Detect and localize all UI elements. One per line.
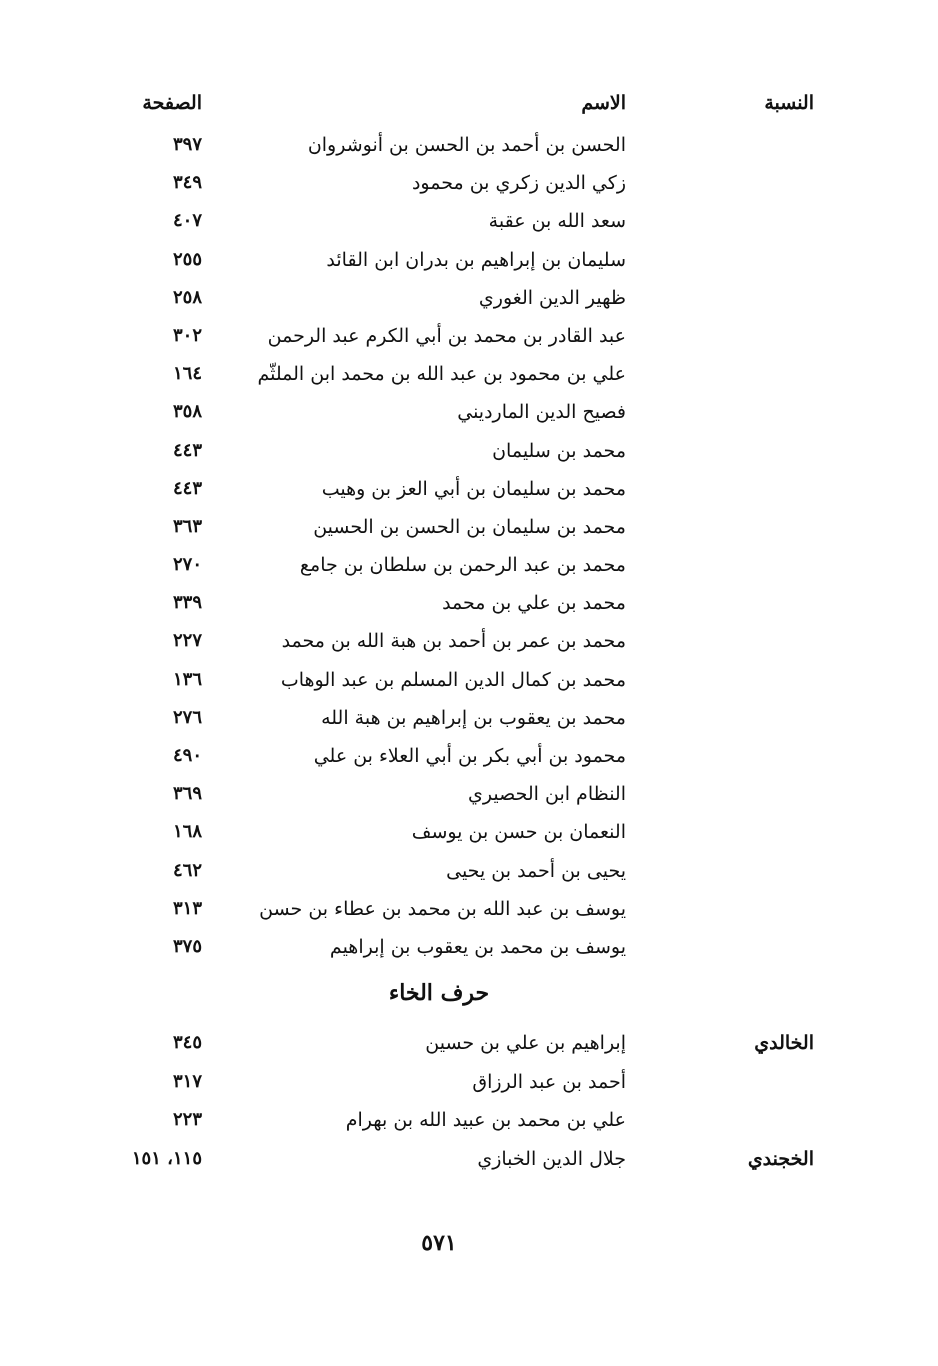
table-row (0, 164, 938, 202)
entry-page: ١١٥، ١٥١ (131, 1147, 202, 1169)
entry-name: محمد بن عمر بن أحمد بن هبة الله بن محمد (281, 630, 626, 653)
entry-page: ٣٦٣ (172, 515, 202, 537)
entry-name: فصيح الدين المارديني (457, 401, 626, 424)
entry-name: أحمد بن عبد الرزاق (472, 1070, 626, 1093)
entry-name: إبراهيم بن علي بن حسين (425, 1032, 626, 1054)
table-row (0, 317, 938, 355)
index-entries (0, 126, 938, 966)
entry-page: ٢٥٨ (172, 286, 202, 308)
table-row (0, 508, 938, 546)
table-row (0, 890, 938, 928)
entry-page: ٣١٧ (172, 1070, 202, 1092)
entry-page: ٣٣٩ (172, 592, 202, 614)
entry-page: ٣٧٥ (172, 935, 202, 957)
entry-name: سليمان بن إبراهيم بن بدران ابن القائد (326, 248, 626, 271)
entry-page: ٤٤٣ (172, 477, 202, 499)
entry-page: ٢٢٧ (172, 630, 202, 652)
entry-name: محمد بن عبد الرحمن بن سلطان بن جامع (299, 554, 626, 577)
table-row (0, 1101, 938, 1140)
entry-name: علي بن محمد بن عبيد الله بن بهرام (345, 1109, 626, 1131)
table-row (0, 852, 938, 890)
table-header (0, 92, 938, 124)
entry-name: محمد بن سليمان (492, 439, 626, 462)
entry-page: ٣٥٨ (172, 401, 202, 423)
table-row (0, 1063, 938, 1102)
entry-name: محمد بن سليمان بن أبي العز بن وهيب (321, 477, 626, 500)
entry-name: محمد بن كمال الدين المسلم بن عبد الوهاب (280, 668, 626, 691)
entry-page: ٢٢٣ (172, 1109, 202, 1130)
table-row (0, 355, 938, 393)
page-number (0, 1230, 938, 1256)
entry-name: محمود بن أبي بكر بن أبي العلاء بن علي (313, 745, 626, 767)
table-row (0, 661, 938, 699)
entry-name: علي بن محمود بن عبد الله بن محمد ابن الملثّم (257, 363, 626, 386)
table-row (0, 928, 938, 966)
header-page: الصفحة (142, 92, 202, 114)
table-row (0, 737, 938, 775)
entry-page: ٣٦٩ (172, 783, 202, 805)
table-row (0, 126, 938, 164)
entry-name: جلال الدين الخبازي (477, 1147, 626, 1170)
entry-page: ٣١٣ (172, 897, 202, 919)
entry-name: سعد الله بن عقبة (488, 210, 626, 233)
page-number-text: ٥٧١ (421, 1230, 457, 1256)
entry-page: ٢٧٦ (172, 706, 202, 728)
table-row (0, 546, 938, 584)
entry-name: محمد بن يعقوب بن إبراهيم بن هبة الله (321, 706, 626, 729)
entry-name: يوسف بن عبد الله بن محمد بن عطاء بن حسن (259, 897, 626, 920)
entry-page: ١٦٤ (172, 363, 202, 385)
header-name: الاسم (581, 92, 626, 114)
entry-page: ١٦٨ (172, 821, 202, 843)
entry-name: ظهير الدين الغوري (478, 286, 626, 309)
entry-page: ٤٤٣ (172, 439, 202, 461)
entry-name: النعمان بن حسن بن يوسف (411, 821, 626, 844)
entry-page: ٤٩٠ (172, 745, 202, 766)
entry-name: عبد القادر بن محمد بن أبي الكرم عبد الرحمن (267, 324, 626, 347)
table-row (0, 1140, 938, 1179)
table-row (0, 584, 938, 622)
table-row (0, 775, 938, 813)
entry-name: يحيى بن أحمد بن يحيى (446, 859, 626, 882)
header-nisba: النسبة (764, 92, 814, 114)
table-row (0, 699, 938, 737)
table-row (0, 432, 938, 470)
table-row (0, 813, 938, 851)
entry-page: ٢٥٥ (172, 248, 202, 270)
entry-page: ٣٩٧ (172, 134, 202, 155)
index-entries-kha (0, 1024, 938, 1178)
section-title (0, 980, 938, 1006)
entry-name: محمد بن علي بن محمد (442, 592, 626, 615)
table-row (0, 622, 938, 660)
entry-page: ٣٠٢ (172, 324, 202, 346)
entry-nisba: الخجندي (747, 1147, 814, 1170)
table-row (0, 202, 938, 240)
section-title-text: حرف الخاء (388, 980, 490, 1006)
entry-page: ٢٧٠ (172, 554, 202, 576)
entry-name: محمد بن سليمان بن الحسن بن الحسين (313, 515, 626, 538)
table-row (0, 1024, 938, 1063)
table-row (0, 241, 938, 279)
entry-page: ٤٠٧ (172, 210, 202, 232)
table-row (0, 470, 938, 508)
entry-name: يوسف بن محمد بن يعقوب بن إبراهيم (329, 935, 626, 958)
entry-name: الحسن بن أحمد بن الحسن بن أنوشروان (307, 134, 626, 156)
entry-page: ٣٤٥ (172, 1032, 202, 1053)
table-row (0, 279, 938, 317)
entry-nisba: الخالدي (754, 1032, 814, 1054)
entry-page: ٤٦٢ (172, 859, 202, 881)
table-row (0, 393, 938, 431)
entry-page: ١٣٦ (172, 668, 202, 690)
entry-page: ٣٤٩ (172, 172, 202, 194)
entry-name: النظام ابن الحصيري (468, 783, 626, 806)
entry-name: زكي الدين زكري بن محمود (411, 172, 626, 195)
